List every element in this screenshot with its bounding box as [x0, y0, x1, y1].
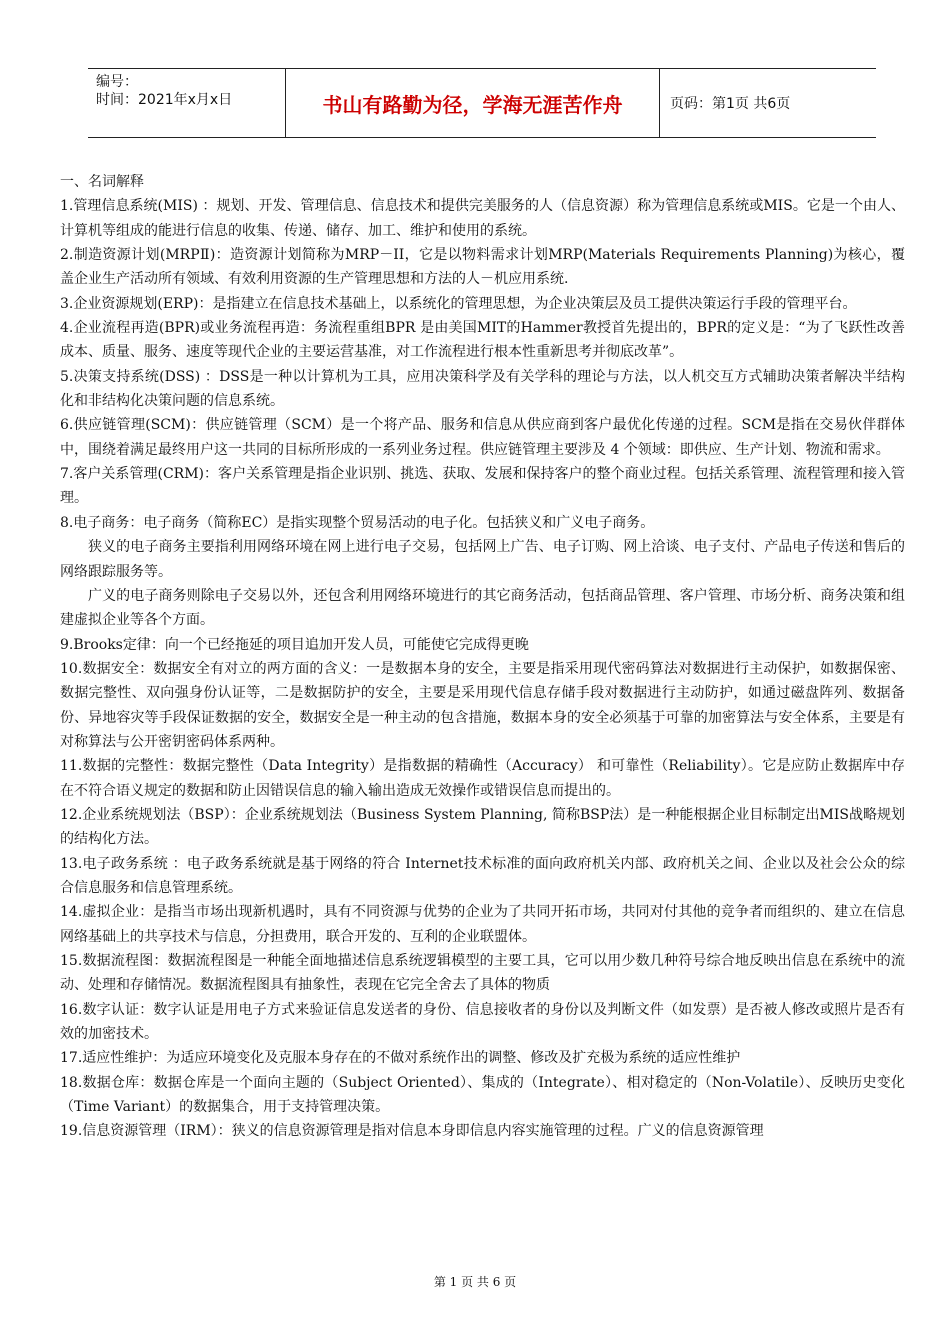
paragraph: 15.数据流程图：数据流程图是一种能全面地描述信息系统逻辑模型的主要工具，它可以用少数几种符号综合地反映出信息在系统中的流动、处理和存储情况。数据流程图具有抽象性，表现在它完全舍去了具体的物质: [60, 953, 905, 994]
page-header: [88, 68, 876, 138]
paragraph: 13.电子政务系统 ：电子政务系统就是基于网络的符合 Internet技术标准的面向政府机关内部、政府机关之间、企业以及社会公众的综合信息服务和信息管理系统。: [60, 855, 905, 896]
paragraph: 17.适应性维护：为适应环境变化及克服本身存在的不做对系统作出的调整、修改及扩充极为系统的适应性维护: [60, 1050, 741, 1067]
paragraph: 2.制造资源计划(MRPⅡ)：造资源计划简称为MRP－II，它是以物料需求计划MRP(Materials Requirements Planning)为核心，覆盖企业生产活动所有领域、有效利用资源的生产管理思想和方法的人－机应用系统.: [60, 247, 905, 288]
paragraph: 10.数据安全：数据安全有对立的两方面的含义：一是数据本身的安全，主要是指采用现代密码算法对数据进行主动保护，如数据保密、数据完整性、双向强身份认证等，二是数据防护的安全，主要是采用现代信息存储手段对数据进行主动防护，如通过磁盘阵列、数据备份、异地容灾等手段保证数据的安全，数据安全是一种主动的包含措施，数据本身的安全必须基于可靠的加密算法与安全体系，主要是有对称算法与公开密钥密码体系两种。: [60, 660, 905, 750]
paragraph: 11.数据的完整性：数据完整性（Data Integrity）是指数据的精确性（Accuracy） 和可靠性（Reliability）。它是应防止数据库中存在不符合语义规定的数据和防止因错误信息的输入输出造成无效操作或错误信息而提出的。: [60, 758, 905, 799]
doc-number-label: 编号：: [96, 74, 138, 90]
page-footer: 第 1 页 共 6 页: [433, 1275, 517, 1289]
paragraph: 18.数据仓库：数据仓库是一个面向主题的（Subject Oriented）、集成的（Integrate）、相对稳定的（Non-Volatile）、反映历史变化（Time Variant）的数据集合，用于支持管理决策。: [60, 1074, 905, 1116]
paragraph: 16.数字认证：数字认证是用电子方式来验证信息发送者的身份、信息接收者的身份以及判断文件（如发票）是否被人修改或照片是否有效的加密技术。: [60, 1001, 905, 1043]
paragraph: 1.管理信息系统(MIS) ：规划、开发、管理信息、信息技术和提供完美服务的人（信息资源）称为管理信息系统或MIS。它是一个由人、计算机等组成的能进行信息的收集、传递、储存、加工、维护和使用的系统。: [60, 198, 905, 239]
doc-time-label: 时间：2021年x月x日: [96, 92, 233, 108]
section-heading: 一、名词解释: [60, 174, 144, 190]
paragraph: 9.Brooks定律：向一个已经拖延的项目追加开发人员，可能使它完成得更晚: [60, 636, 529, 653]
paragraph: 8.电子商务：电子商务（简称EC）是指实现整个贸易活动的电子化。包括狭义和广义电子商务。: [60, 514, 655, 531]
paragraph: 6.供应链管理(SCM)：供应链管理（SCM）是一个将产品、服务和信息从供应商到客户最优化传递的过程。SCM是指在交易伙伴群体中，围绕着满足最终用户这一共同的目标所形成的一系列业务过程。供应链管理主要涉及 4 个领域：即供应、生产计划、物流和需求。: [60, 417, 905, 458]
paragraph: 19.信息资源管理（IRM）：狭义的信息资源管理是指对信息本身即信息内容实施管理的过程。广义的信息资源管理: [60, 1123, 764, 1140]
paragraph: 4.企业流程再造(BPR)或业务流程再造：务流程重组BPR 是由美国MIT的Hammer教授首先提出的，BPR的定义是：“为了飞跃性改善成本、质量、服务、速度等现代企业的主要运营基准，对工作流程进行根本性重新思考并彻底改革”。: [60, 320, 905, 361]
header-motto: 书山有路勤为径，学海无涯苦作舟: [286, 69, 660, 137]
header-page-info: 页码：第1页 共6页: [670, 96, 791, 112]
paragraph: 广义的电子商务则除电子交易以外，还包含利用网络环境进行的其它商务活动，包括商品管理、客户管理、市场分析、商务决策和组建虚拟企业等各个方面。: [60, 587, 905, 629]
header-meta: [88, 69, 286, 137]
paragraph: 狭义的电子商务主要指利用网络环境在网上进行电子交易，包括网上广告、电子订购、网上洽谈、电子支付、产品电子传送和售后的网络跟踪服务等。: [60, 539, 905, 580]
paragraph: 7.客户关系管理(CRM)：客户关系管理是指企业识别、挑选、获取、发展和保持客户的整个商业过程。包括关系管理、流程管理和接入管理。: [60, 466, 905, 507]
document-body: [60, 170, 905, 1144]
paragraph: 3.企业资源规划(ERP)：是指建立在信息技术基础上，以系统化的管理思想，为企业决策层及员工提供决策运行手段的管理平台。: [60, 295, 857, 312]
paragraph: 5.决策支持系统(DSS) ：DSS是一种以计算机为工具，应用决策科学及有关学科的理论与方法，以人机交互方式辅助决策者解决半结构化和非结构化决策问题的信息系统。: [60, 368, 905, 410]
paragraph: 14.虚拟企业：是指当市场出现新机遇时，具有不同资源与优势的企业为了共同开拓市场，共同对付其他的竞争者而组织的、建立在信息网络基础上的共享技术与信息，分担费用，联合开发的、互利的企业联盟体。: [60, 904, 905, 945]
paragraph: 12.企业系统规划法（BSP）：企业系统规划法（Business System Planning, 简称BSP法）是一种能根据企业目标制定出MIS战略规划的结构化方法。: [60, 806, 905, 848]
